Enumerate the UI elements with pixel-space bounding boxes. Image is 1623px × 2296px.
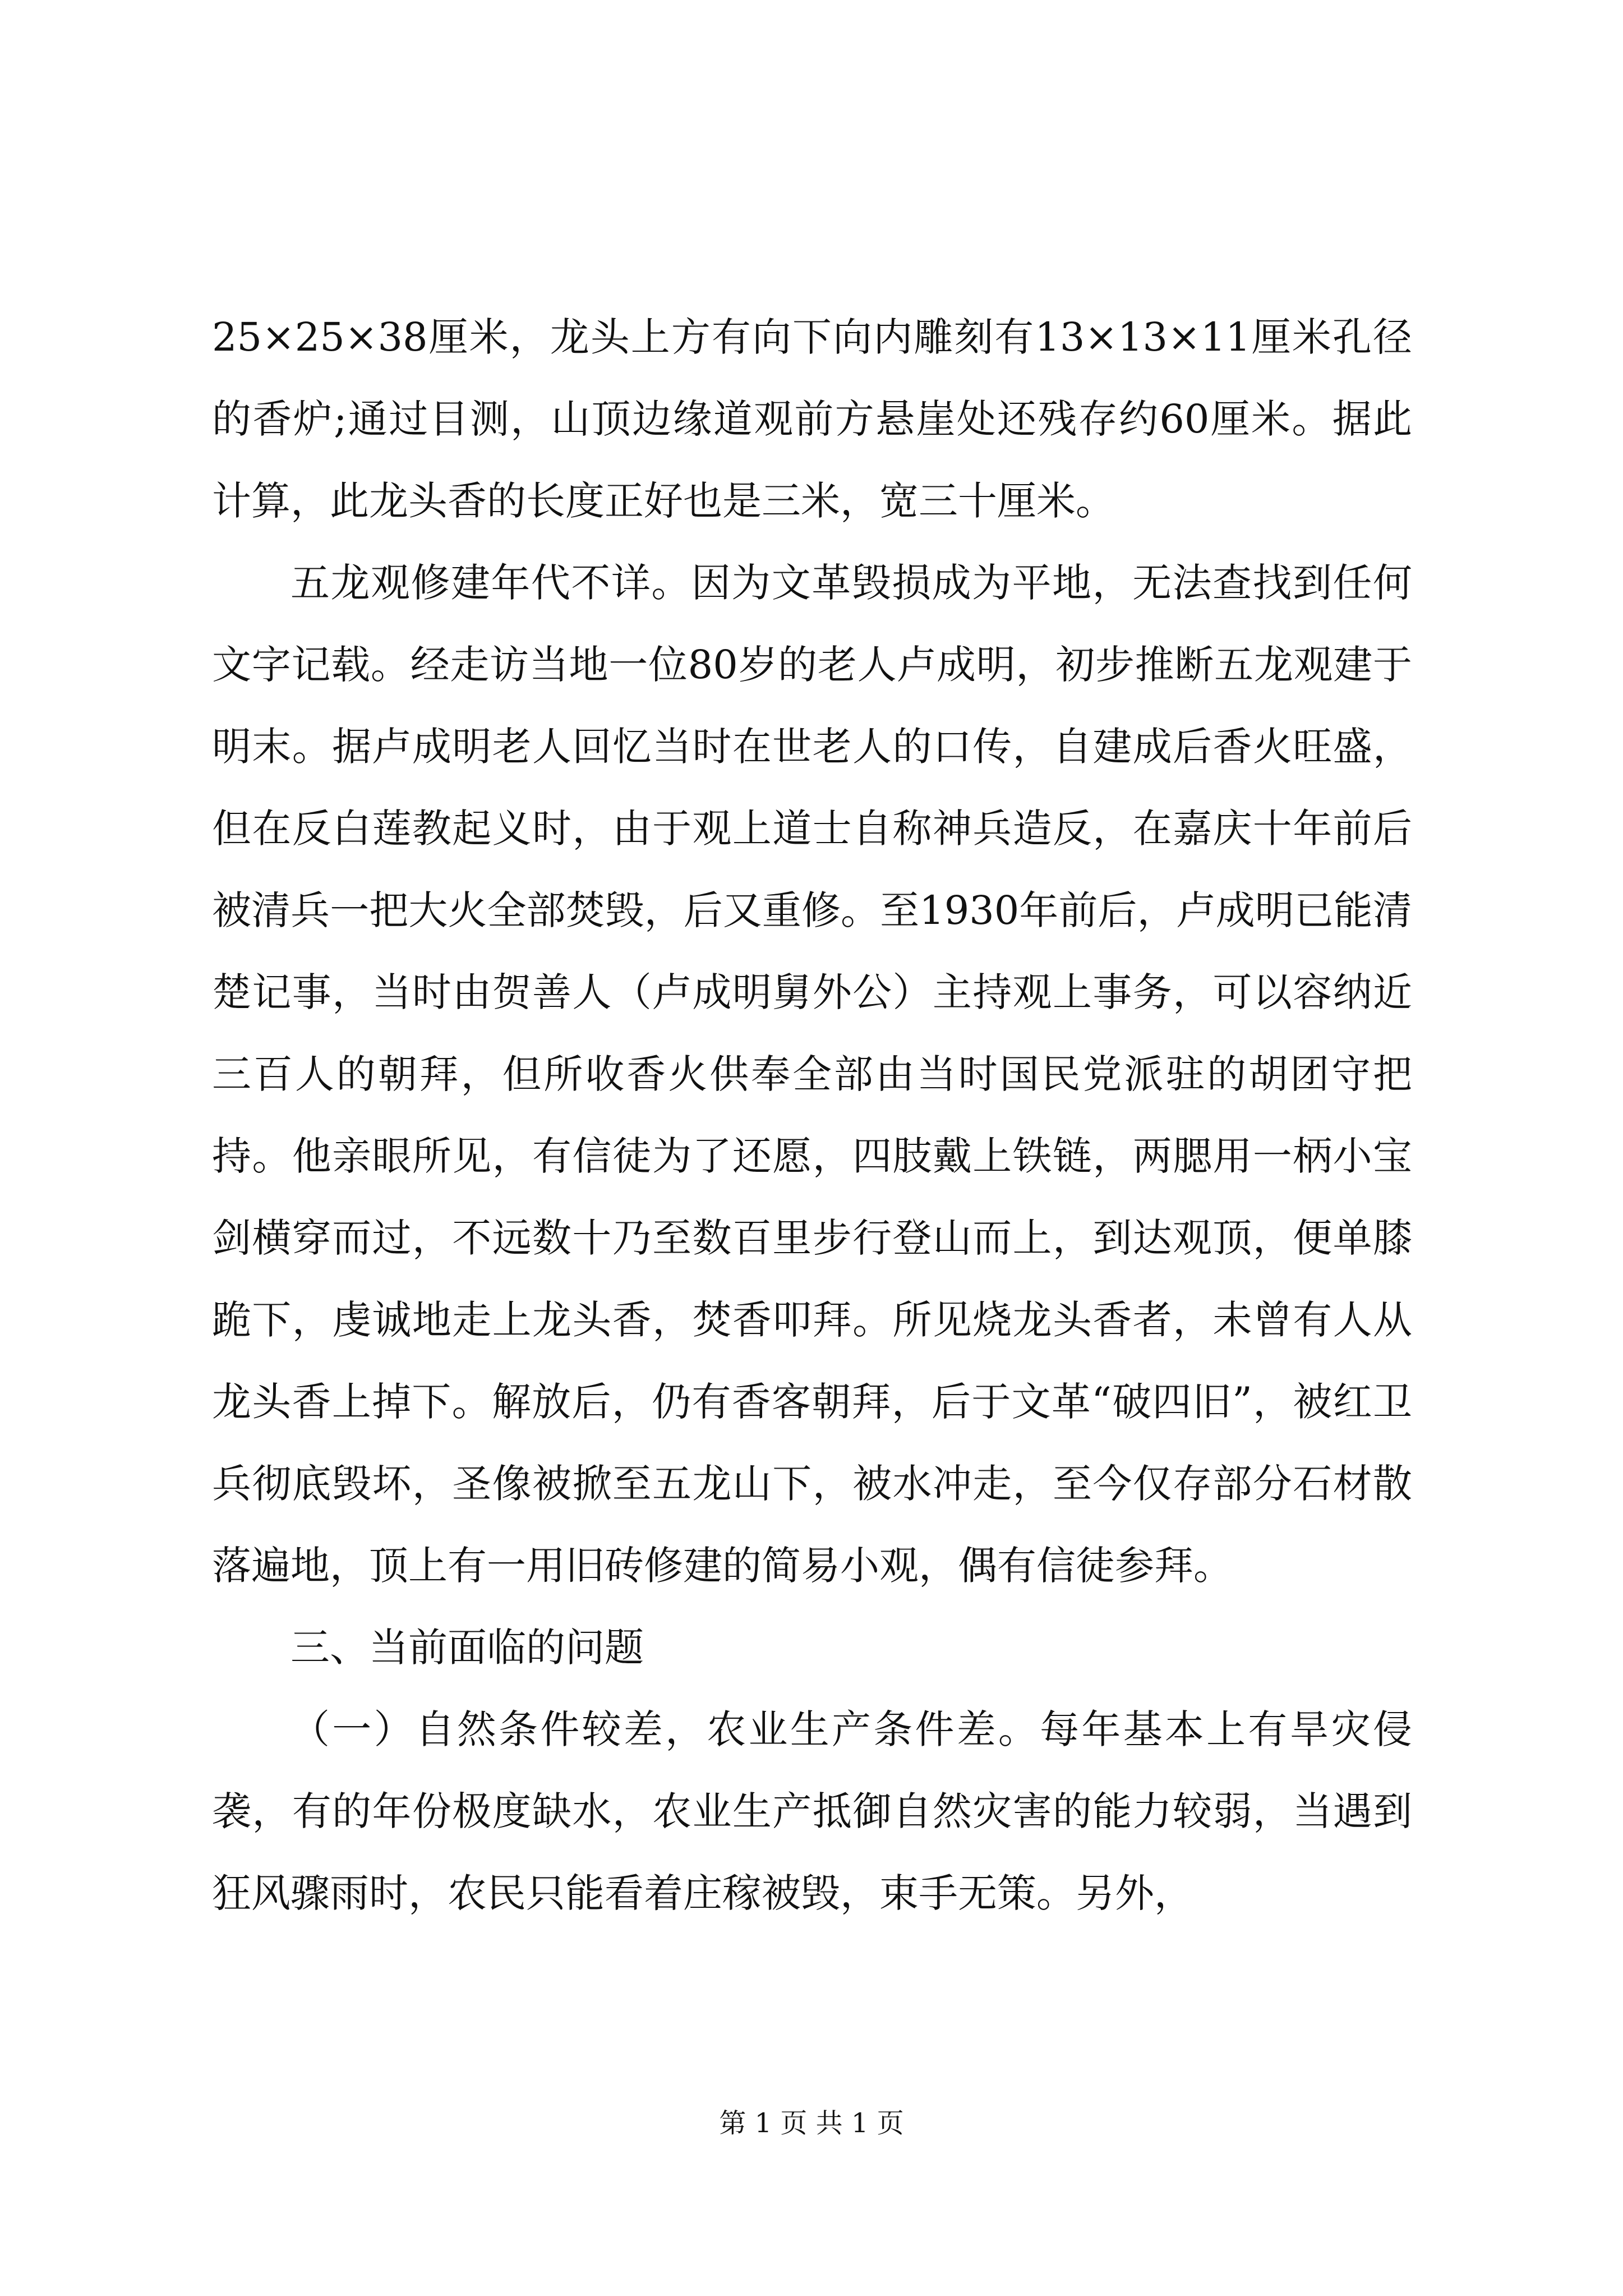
paragraph-wulongguan-history: 五龙观修建年代不详。因为文革毁损成为平地，无法查找到任何文字记载。经走访当地一位80岁的老人卢成明，初步推断五龙观建于明末。据卢成明老人回忆当时在世老人的口传，自建成后香火旺盛，但在反白莲教起义时，由于观上道士自称神兵造反，在嘉庆十年前后被清兵一把大火全部焚毁，后又重修。至1930年前后，卢成明已能清楚记事，当时由贺善人（卢成明舅外公）主持观上事务，可以容纳近三百人的朝拜，但所收香火供奉全部由当时国民党派驻的胡团守把持。他亲眼所见，有信徒为了还愿，四肢戴上铁链，两腮用一柄小宝剑横穿而过，不远数十乃至数百里步行登山而上，到达观顶，便单膝跪下，虔诚地走上龙头香，焚香叩拜。所见烧龙头香者，未曾有人从龙头香上掉下。解放后，仍有香客朝拜，后于文革“破四旧”，被红卫兵彻底毁坏，圣像被掀至五龙山下，被水冲走，至今仅存部分石材散落遍地，顶上有一用旧砖修建的简易小观，偶有信徒参拜。 [212, 560, 1412, 1589]
document-body [212, 296, 1412, 1934]
section-heading-current-problems: 三、当前面临的问题 [291, 1625, 644, 1671]
paragraph-natural-conditions: （一）自然条件较差，农业生产条件差。每年基本上有旱灾侵袭，有的年份极度缺水，农业生产抵御自然灾害的能力较弱，当遇到狂风骤雨时，农民只能看着庄稼被毁，束手无策。另外， [212, 1706, 1412, 1916]
page-footer: 第 1 页 共 1 页 [719, 2108, 904, 2139]
paragraph-continued: 25×25×38厘米，龙头上方有向下向内雕刻有13×13×11厘米孔径的香炉;通过目测，山顶边缘道观前方悬崖处还残存约60厘米。据此计算，此龙头香的长度正好也是三米，宽三十厘米。 [212, 314, 1412, 524]
